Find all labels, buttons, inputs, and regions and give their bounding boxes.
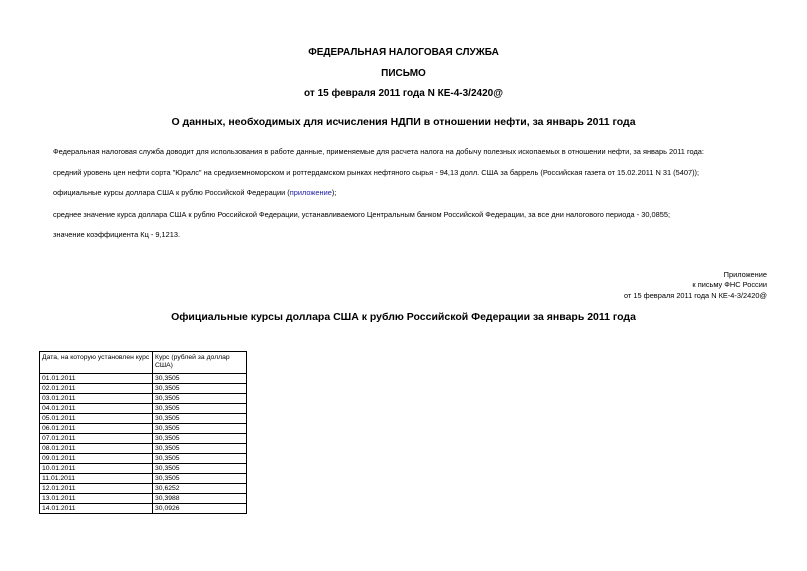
rate-value-cell: 30,3505: [153, 414, 247, 424]
table-row: [40, 494, 247, 504]
rate-date-cell: 08.01.2011: [40, 444, 153, 454]
exchange-rate-table: [39, 351, 247, 514]
rate-date-cell: 06.01.2011: [40, 424, 153, 434]
table-row: [40, 484, 247, 494]
rate-value-cell: 30,3505: [153, 444, 247, 454]
agency-heading: ФЕДЕРАЛЬНАЯ НАЛОГОВАЯ СЛУЖБА: [308, 47, 499, 58]
body-paragraph-intro: Федеральная налоговая служба доводит для использования в работе данные, применяемые для расчета налога на добычу полезных ископаемых в отношении нефти, за январь 2011 года:: [53, 147, 704, 156]
table-header-row: [40, 352, 247, 374]
rate-date-cell: 05.01.2011: [40, 414, 153, 424]
rate-value-cell: 30,3505: [153, 394, 247, 404]
rate-value-cell: 30,3988: [153, 494, 247, 504]
rate-value-cell: 30,3505: [153, 454, 247, 464]
table-row: [40, 384, 247, 394]
rate-date-cell: 13.01.2011: [40, 494, 153, 504]
appendix-link[interactable]: приложение: [289, 188, 332, 197]
exchange-rates-text: официальные курсы доллара США к рублю Российской Федерации (: [53, 188, 290, 197]
table-row: [40, 414, 247, 424]
column-header-rate: Курс (рублей за доллар США): [153, 352, 247, 374]
rate-date-cell: 03.01.2011: [40, 394, 153, 404]
table-row: [40, 374, 247, 384]
rate-value-cell: 30,3505: [153, 464, 247, 474]
appendix-date-number: от 15 февраля 2011 года N КЕ-4-3/2420@: [623, 291, 767, 300]
rate-value-cell: 30,0926: [153, 504, 247, 514]
table-row: [40, 474, 247, 484]
table-row: [40, 404, 247, 414]
column-header-date: Дата, на которую установлен курс: [40, 352, 153, 374]
rate-value-cell: 30,3505: [153, 384, 247, 394]
body-paragraph-urals-price: средний уровень цен нефти сорта "Юралс" на средиземноморском и роттердамском рынках нефтяного сырья - 94,13 долл. США за баррель (Российская газета от 15.02.2011 N 31 (5407));: [53, 168, 700, 177]
rate-date-cell: 09.01.2011: [40, 454, 153, 464]
rate-date-cell: 12.01.2011: [40, 484, 153, 494]
appendix-reference: к письму ФНС России: [692, 280, 767, 289]
table-row: [40, 394, 247, 404]
exchange-rates-suffix: );: [331, 188, 337, 197]
rate-value-cell: 30,3505: [153, 374, 247, 384]
rate-date-cell: 11.01.2011: [40, 474, 153, 484]
rate-date-cell: 10.01.2011: [40, 464, 153, 474]
rate-value-cell: 30,3505: [153, 434, 247, 444]
table-row: [40, 424, 247, 434]
table-row: [40, 504, 247, 514]
rate-date-cell: 01.01.2011: [40, 374, 153, 384]
rate-value-cell: 30,3505: [153, 474, 247, 484]
rate-date-cell: 02.01.2011: [40, 384, 153, 394]
rate-value-cell: 30,3505: [153, 424, 247, 434]
letter-date-number: от 15 февраля 2011 года N КЕ-4-3/2420@: [304, 88, 503, 99]
table-row: [40, 434, 247, 444]
rate-date-cell: 04.01.2011: [40, 404, 153, 414]
rate-date-cell: 14.01.2011: [40, 504, 153, 514]
body-paragraph-exchange-rates: [53, 188, 336, 197]
appendix-title: Официальные курсы доллара США к рублю Российской Федерации за январь 2011 года: [171, 311, 636, 323]
rate-value-cell: 30,6252: [153, 484, 247, 494]
table-row: [40, 444, 247, 454]
rate-value-cell: 30,3505: [153, 404, 247, 414]
rate-date-cell: 07.01.2011: [40, 434, 153, 444]
body-paragraph-coefficient: значение коэффициента Кц - 9,1213.: [53, 230, 181, 239]
body-paragraph-average-rate: среднее значение курса доллара США к рублю Российской Федерации, устанавливаемого Центральным банком Российской Федерации, за все дни налогового периода - 30,0855;: [53, 210, 670, 219]
table-row: [40, 464, 247, 474]
doc-type-heading: ПИСЬМО: [381, 68, 426, 79]
letter-subject: О данных, необходимых для исчисления НДПИ в отношении нефти, за январь 2011 года: [171, 116, 636, 128]
appendix-label: Приложение: [723, 270, 767, 279]
table-row: [40, 454, 247, 464]
